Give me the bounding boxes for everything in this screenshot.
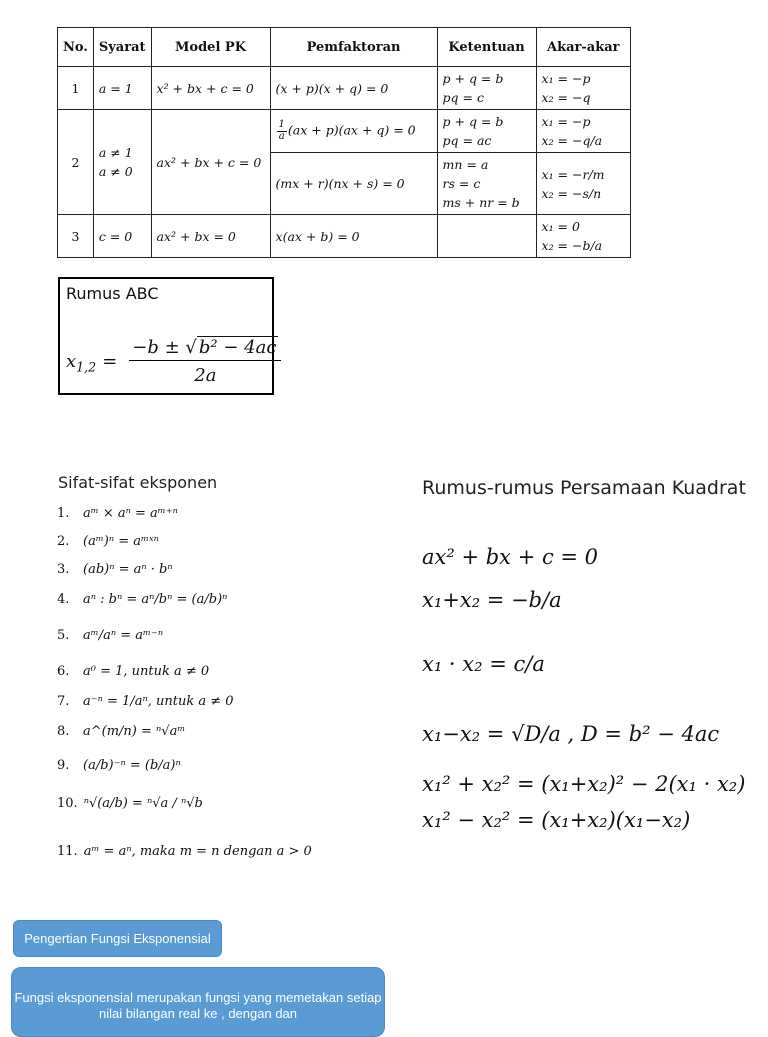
exponent-item-text: aᵐ = aⁿ, maka m = n dengan a > 0: [83, 843, 312, 859]
cell-ketentuan: [437, 110, 536, 153]
table-header-row: [58, 28, 631, 67]
akar-line: x₂ = −b/a: [541, 238, 603, 253]
cell-pemfaktoran: (x + p)(x + q) = 0: [270, 67, 437, 110]
abc-numerator: −b ± √ b² − 4ac: [129, 337, 281, 361]
akar-line: x₁ = 0: [541, 219, 580, 234]
exponent-item: [57, 721, 185, 741]
abc-title: Rumus ABC: [66, 284, 159, 303]
akar-line: x₁ = −p: [541, 114, 591, 129]
cell-ketentuan: [437, 67, 536, 110]
cell-syarat: c = 0: [93, 215, 151, 258]
quadratic-formula: x₁² + x₂² = (x₁+x₂)² − 2(x₁ · x₂): [422, 772, 746, 796]
col-header-no: No.: [58, 28, 94, 67]
cell-pemfaktoran: (mx + r)(nx + s) = 0: [270, 153, 437, 215]
quadratic-formula: x₁+x₂ = −b/a: [422, 588, 562, 612]
cell-ketentuan-empty: [437, 215, 536, 258]
abc-fraction: [129, 337, 281, 386]
quadratic-formula: ax² + bx + c = 0: [422, 545, 599, 569]
akar-line: x₂ = −q/a: [541, 133, 603, 148]
cell-pemfaktoran: $\frac{1}{a}$ (ax + p)(ax + q) = 0: [270, 110, 437, 153]
exponent-item-text: a⁰ = 1, untuk a ≠ 0: [83, 663, 210, 679]
exponent-item: [57, 793, 203, 813]
exponent-item-number: 3.: [57, 561, 70, 577]
exponent-item-number: 9.: [57, 757, 70, 773]
cell-akar: [536, 153, 630, 215]
cell-model: x² + bx + c = 0: [151, 67, 270, 110]
table-row: [58, 110, 631, 153]
exponent-item-text: (aᵐ)ⁿ = aᵐˣⁿ: [83, 533, 159, 549]
exponent-item: [57, 503, 178, 523]
syarat-line: a ≠ 0: [98, 164, 133, 179]
exponent-item: [57, 841, 312, 861]
exponent-item: [57, 625, 163, 645]
syarat-line: a ≠ 1: [98, 145, 133, 160]
quadratic-formula: x₁ · x₂ = c/a: [422, 652, 545, 676]
abc-formula-box: [58, 277, 277, 395]
factoring-table: [57, 27, 631, 258]
quadratic-title: Rumus-rumus Persamaan Kuadrat: [422, 477, 746, 499]
exponent-item: [57, 691, 234, 711]
ketentuan-line: ms + nr = b: [442, 195, 520, 210]
exponent-item-text: aⁿ : bⁿ = aⁿ/bⁿ = (a/b)ⁿ: [83, 591, 228, 607]
exponent-item: [57, 755, 181, 775]
col-header-model: Model PK: [151, 28, 270, 67]
exponent-title: Sifat-sifat eksponen: [58, 473, 218, 492]
exponent-item: [57, 589, 227, 609]
exponent-item: [57, 559, 173, 579]
exponent-item-number: 7.: [57, 693, 70, 709]
exponent-item-text: ⁿ√(a/b) = ⁿ√a / ⁿ√b: [83, 795, 203, 811]
ketentuan-line: mn = a: [442, 157, 489, 172]
exponent-item-number: 11.: [57, 843, 78, 859]
exponent-item-text: aᵐ × aⁿ = aᵐ⁺ⁿ: [83, 505, 178, 521]
abc-formula: $x_{1,2}$ = $\frac{\text{−b ± √ b² − 4ac}}{2a}$: [66, 337, 281, 386]
exponent-item-number: 8.: [57, 723, 70, 739]
exponent-item-number: 6.: [57, 663, 70, 679]
cell-ketentuan: [437, 153, 536, 215]
pengertian-button[interactable]: Pengertian Fungsi Eksponensial: [13, 920, 222, 957]
fraction: $\frac{1}{a}$: [278, 119, 285, 142]
akar-line: x₂ = −s/n: [541, 185, 602, 201]
akar-line: x₂ = −q: [541, 90, 591, 105]
cell-no: 1: [58, 67, 94, 110]
akar-line: x₁ = −r/m: [541, 166, 605, 182]
ketentuan-line: p + q = b: [442, 114, 504, 129]
exponent-item-text: (a/b)⁻ⁿ = (b/a)ⁿ: [83, 757, 181, 773]
table-row: [58, 215, 631, 258]
col-header-pemfaktoran: Pemfaktoran: [270, 28, 437, 67]
cell-no: 3: [58, 215, 94, 258]
cell-syarat: a = 1: [93, 67, 151, 110]
ketentuan-line: p + q = b: [442, 71, 504, 86]
quadratic-formula: x₁−x₂ = √D/a , D = b² − 4ac: [422, 722, 720, 746]
table-row: [58, 67, 631, 110]
exponent-item: [57, 531, 159, 551]
exponent-item-text: a⁻ⁿ = 1/aⁿ, untuk a ≠ 0: [83, 693, 234, 709]
akar-line: x₁ = −p: [541, 71, 591, 86]
cell-model: ax² + bx + c = 0: [151, 110, 270, 215]
exponent-item-number: 5.: [57, 627, 70, 643]
exponent-item-number: 1.: [57, 505, 70, 521]
exponent-item-number: 2.: [57, 533, 70, 549]
cell-akar: [536, 215, 630, 258]
cell-akar: [536, 67, 630, 110]
quadratic-formula: x₁² − x₂² = (x₁+x₂)(x₁−x₂): [422, 808, 691, 832]
exponent-item-text: (ab)ⁿ = aⁿ · bⁿ: [83, 561, 173, 577]
cell-model: ax² + bx = 0: [151, 215, 270, 258]
ketentuan-line: pq = ac: [442, 133, 492, 148]
abc-denominator: 2a: [194, 365, 217, 386]
exponent-item-text: a^(m/n) = ⁿ√aᵐ: [83, 723, 186, 739]
abc-lhs: $x_{1,2}$: [66, 351, 97, 375]
ketentuan-line: rs = c: [442, 176, 481, 191]
cell-pemfaktoran: x(ax + b) = 0: [270, 215, 437, 258]
definition-box[interactable]: Fungsi eksponensial merupakan fungsi yang memetakan setiap nilai bilangan real ke , dengan dan: [11, 967, 385, 1037]
exponent-item-number: 10.: [57, 795, 78, 811]
cell-akar: [536, 110, 630, 153]
ketentuan-line: pq = c: [442, 90, 484, 105]
exponent-item-text: aᵐ/aⁿ = aᵐ⁻ⁿ: [83, 627, 164, 643]
col-header-akar: Akar-akar: [536, 28, 630, 67]
col-header-ketentuan: Ketentuan: [437, 28, 536, 67]
exponent-item-number: 4.: [57, 591, 70, 607]
col-header-syarat: Syarat: [93, 28, 151, 67]
exponent-item: [57, 661, 209, 681]
cell-no: 2: [58, 110, 94, 215]
cell-syarat: [93, 110, 151, 215]
